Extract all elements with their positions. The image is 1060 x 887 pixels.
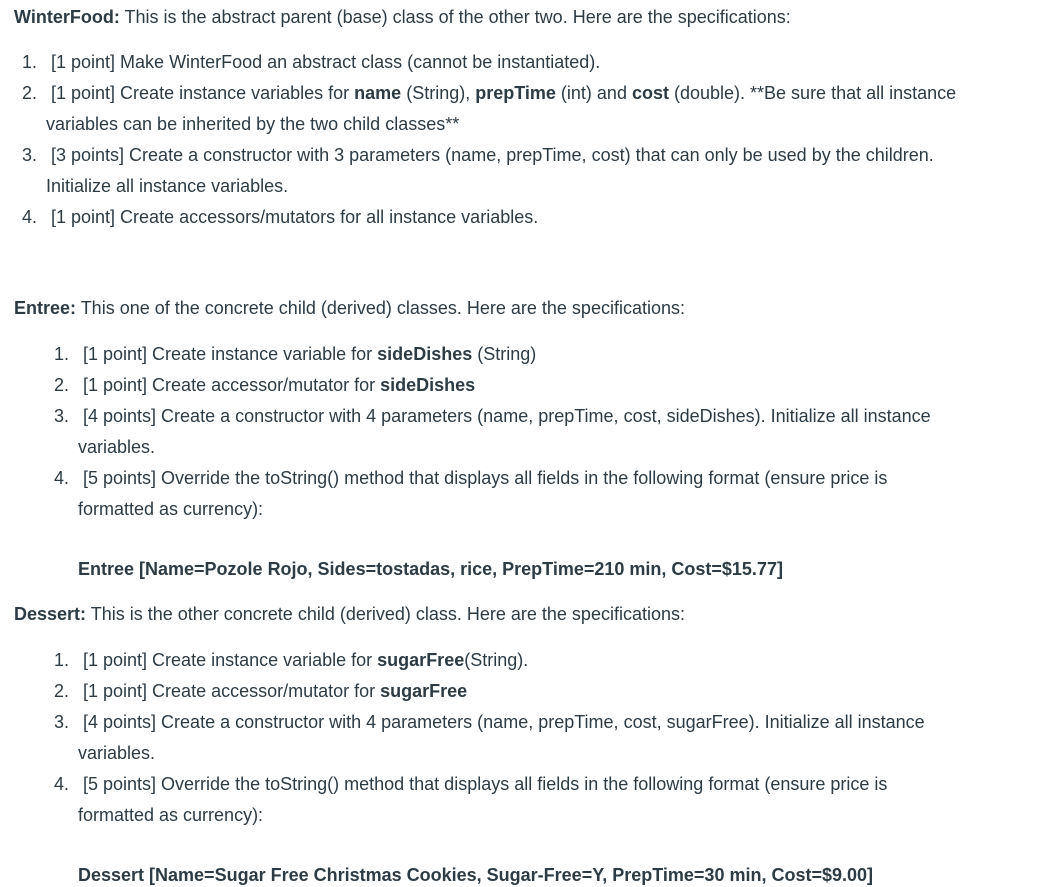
winterfood-intro-text: This is the abstract parent (base) class of the other two. Here are the specifications:	[119, 7, 791, 27]
dessert-spec-list	[54, 645, 925, 831]
entree-class-name: Entree:	[14, 298, 77, 318]
entree-spec-list	[54, 339, 931, 525]
list-item: 3. [3 points] Create a constructor with 3 parameters (name, prepTime, cost) that can only be used by the children. Initialize all instance variables.	[22, 145, 934, 196]
entree-example-output: Entree [Name=Pozole Rojo, Sides=tostadas, rice, PrepTime=210 min, Cost=$15.77]	[78, 559, 783, 579]
list-item: 2. [1 point] Create instance variables for name (String), prepTime (int) and cost (double). **Be sure that all instance variables can be inherited by the two child classes**	[22, 83, 957, 134]
dessert-intro-text: This is the other concrete child (derived) class. Here are the specifications:	[86, 604, 685, 624]
list-item: 4. [1 point] Create accessors/mutators for all instance variables.	[22, 207, 539, 227]
entree-intro	[14, 296, 685, 320]
list-item: 2. [1 point] Create accessor/mutator for sugarFree	[54, 681, 468, 701]
list-item: 3. [4 points] Create a constructor with 4 parameters (name, prepTime, cost, sugarFree). Initialize all instance variables.	[54, 712, 925, 763]
entree-intro-text: This one of the concrete child (derived) classes. Here are the specifications:	[76, 298, 685, 318]
list-item: 2. [1 point] Create accessor/mutator for sideDishes	[54, 375, 476, 395]
dessert-example-output: Dessert [Name=Sugar Free Christmas Cookies, Sugar-Free=Y, PrepTime=30 min, Cost=$9.00]	[78, 865, 874, 885]
winterfood-spec-list	[22, 47, 956, 233]
dessert-class-name: Dessert:	[14, 604, 87, 624]
dessert-intro	[14, 602, 685, 626]
list-item: 1. [1 point] Create instance variable for sugarFree(String).	[54, 650, 529, 670]
list-item: 3. [4 points] Create a constructor with 4 parameters (name, prepTime, cost, sideDishes). Initialize all instance variables.	[54, 406, 931, 457]
list-item: 4. [5 points] Override the toString() method that displays all fields in the following format (ensure price is formatted as currency):	[54, 468, 888, 519]
winterfood-intro	[14, 5, 791, 29]
list-item: 1. [1 point] Make WinterFood an abstract class (cannot be instantiated).	[22, 52, 601, 72]
winterfood-class-name: WinterFood:	[14, 7, 120, 27]
list-item: 4. [5 points] Override the toString() method that displays all fields in the following format (ensure price is formatted as currency):	[54, 774, 888, 825]
list-item: 1. [1 point] Create instance variable for sideDishes (String)	[54, 344, 537, 364]
